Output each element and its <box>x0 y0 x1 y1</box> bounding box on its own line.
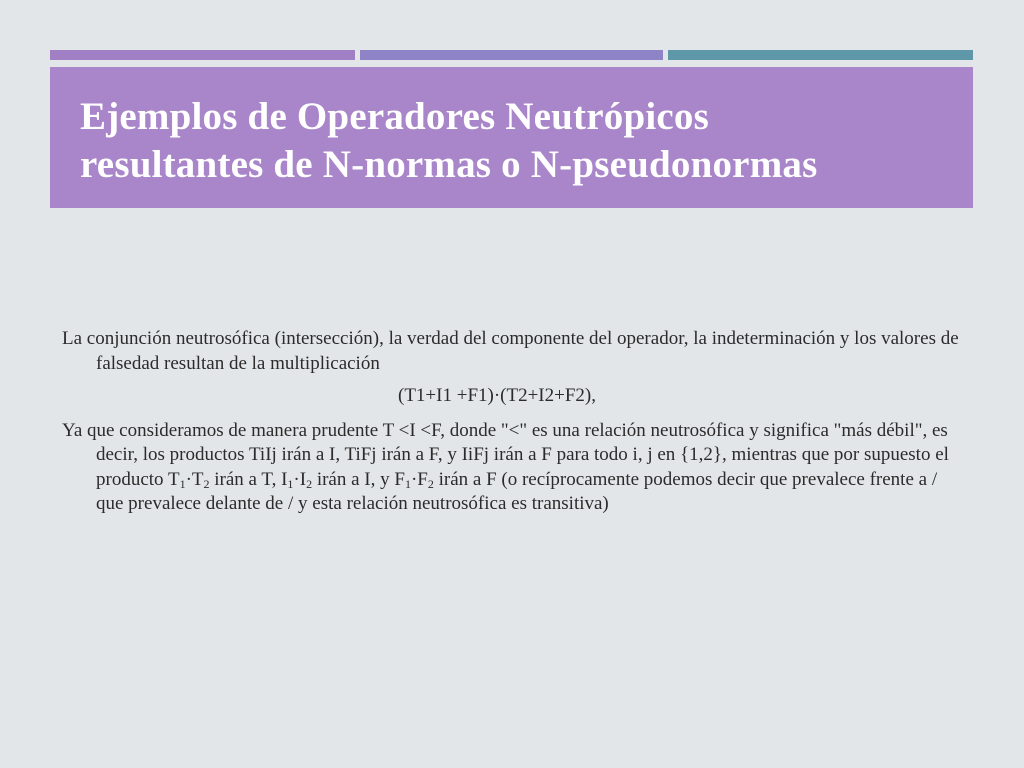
product-t-dot: ·T <box>185 468 204 490</box>
product-t-symbol: T <box>167 468 180 490</box>
title-band <box>50 67 973 208</box>
body-paragraph-1: La conjunción neutrosófica (intersección), la verdad del componente del operador, la indeterminación y los valores de falsedad resultan de la multiplicación <box>62 328 959 374</box>
accent-stripe-teal <box>668 50 973 60</box>
product-i-dot: ·I <box>293 468 307 490</box>
paragraph-2-text-d: irán a F (o recíprocamente podemos decir que prevalece frente a / que prevalece delante de / y esta relación neutrosófica es transitiva) <box>96 468 938 514</box>
accent-stripe-indigo <box>360 50 663 60</box>
subscript-i2: 2 <box>306 476 313 491</box>
slide-title <box>80 93 953 189</box>
paragraph-2-text-c: irán a I, y F <box>312 468 405 490</box>
formula: (T1+I1 +F1)·(T2+I2+F2), <box>398 385 596 406</box>
slide-title-line-1: Ejemplos de Operadores Neutrópicos <box>80 95 709 138</box>
paragraph-2-text-b: irán a T, I <box>209 468 288 490</box>
paragraph-2-text-a: Ya que consideramos de manera prudente T <I <F, donde "<" es una relación neutrosófica y significa "más débil", es decir, los productos TiIj irán a I, TiFj irán a F, y IiFj irán a F para todo i, j en {1,2}, mientras que por supuesto el producto <box>62 419 949 490</box>
subscript-t1: 1 <box>179 476 186 491</box>
accent-stripe-purple <box>50 50 355 60</box>
subscript-f1: 1 <box>404 476 411 491</box>
slide-title-line-2: resultantes de N-normas o N-pseudonormas <box>80 143 818 186</box>
subscript-i1: 1 <box>287 476 294 491</box>
body-paragraph-2 <box>62 419 962 517</box>
slide-body <box>62 327 962 517</box>
subscript-f2: 2 <box>427 476 434 491</box>
subscript-t2: 2 <box>203 476 210 491</box>
product-f-dot: ·F <box>410 468 428 490</box>
